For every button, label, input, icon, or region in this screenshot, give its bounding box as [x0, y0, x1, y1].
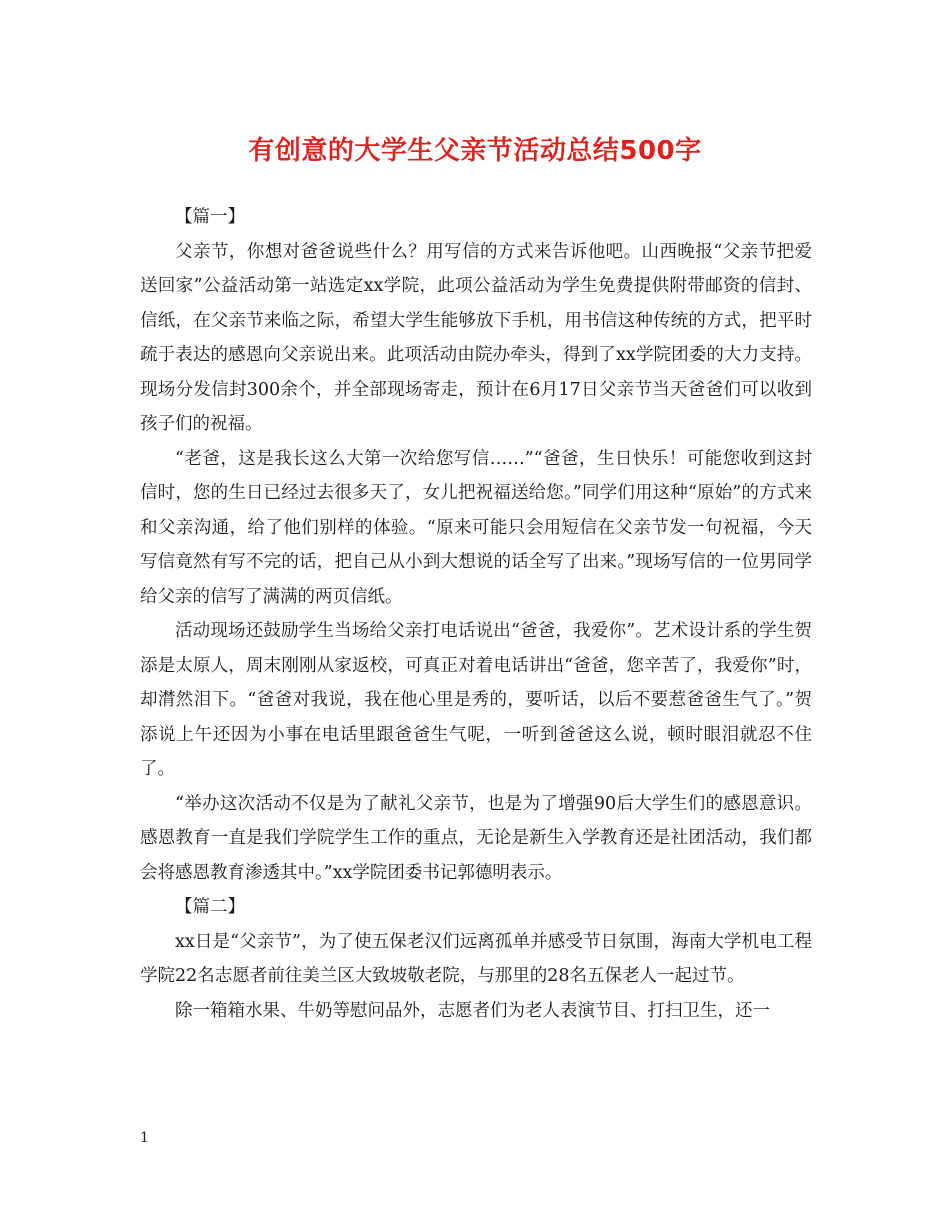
paragraph: 除一箱箱水果、牛奶等慰问品外，志愿者们为老人表演节目、打扫卫生，还一 [175, 1000, 770, 1021]
page-number: 1 [140, 1130, 149, 1146]
paragraph: “举办这次活动不仅是为了献礼父亲节，也是为了增强90后大学生们的感恩意识。感恩教育一直是我们学院学生工作的重点，无论是新生入学教育还是社团活动，我们都会将感恩教育渗透其中。”xx学院团委书记郭德明表示。 [140, 793, 812, 883]
paragraph: “老爸，这是我长这么大第一次给您写信……”“爸爸，生日快乐！可能您收到这封信时，您的生日已经过去很多天了，女儿把祝福送给您。”同学们用这种“原始”的方式来和父亲沟通，给了他们别样的体验。“原来可能只会用短信在父亲节发一句祝福，今天写信竟然有写不完的话，把自己从小到大想说的话全写了出来。”现场写信的一位男同学给父亲的信写了满满的两页信纸。 [140, 448, 812, 607]
paragraph: xx日是“父亲节”，为了使五保老汉们远离孤单并感受节日氛围，海南大学机电工程学院22名志愿者前往美兰区大致坡敬老院，与那里的28名五保老人一起过节。 [140, 931, 812, 986]
section-heading-1: 【篇一】 [175, 207, 245, 227]
section-heading-2: 【篇二】 [175, 897, 245, 917]
document-title: 有创意的大学生父亲节活动总结500字 [248, 136, 702, 166]
document-body [140, 200, 812, 1028]
paragraph: 活动现场还鼓励学生当场给父亲打电话说出“爸爸，我爱你”。艺术设计系的学生贺添是太原人，周末刚刚从家返校，可真正对着电话讲出“爸爸，您辛苦了，我爱你”时，却潸然泪下。“爸爸对我说，我在他心里是秀的，要听话，以后不要惹爸爸生气了。”贺添说上午还因为小事在电话里跟爸爸生气呢，一听到爸爸这么说，顿时眼泪就忍不住了。 [140, 621, 812, 779]
paragraph: 父亲节，你想对爸爸说些什么？用写信的方式来告诉他吧。山西晚报“父亲节把爱送回家”公益活动第一站选定xx学院，此项公益活动为学生免费提供附带邮资的信封、信纸，在父亲节来临之际，希望大学生能够放下手机，用书信这种传统的方式，把平时疏于表达的感恩向父亲说出来。此项活动由院办牵头，得到了xx学院团委的大力支持。现场分发信封300余个，并全部现场寄走，预计在6月17日父亲节当天爸爸们可以收到孩子们的祝福。 [140, 241, 812, 434]
